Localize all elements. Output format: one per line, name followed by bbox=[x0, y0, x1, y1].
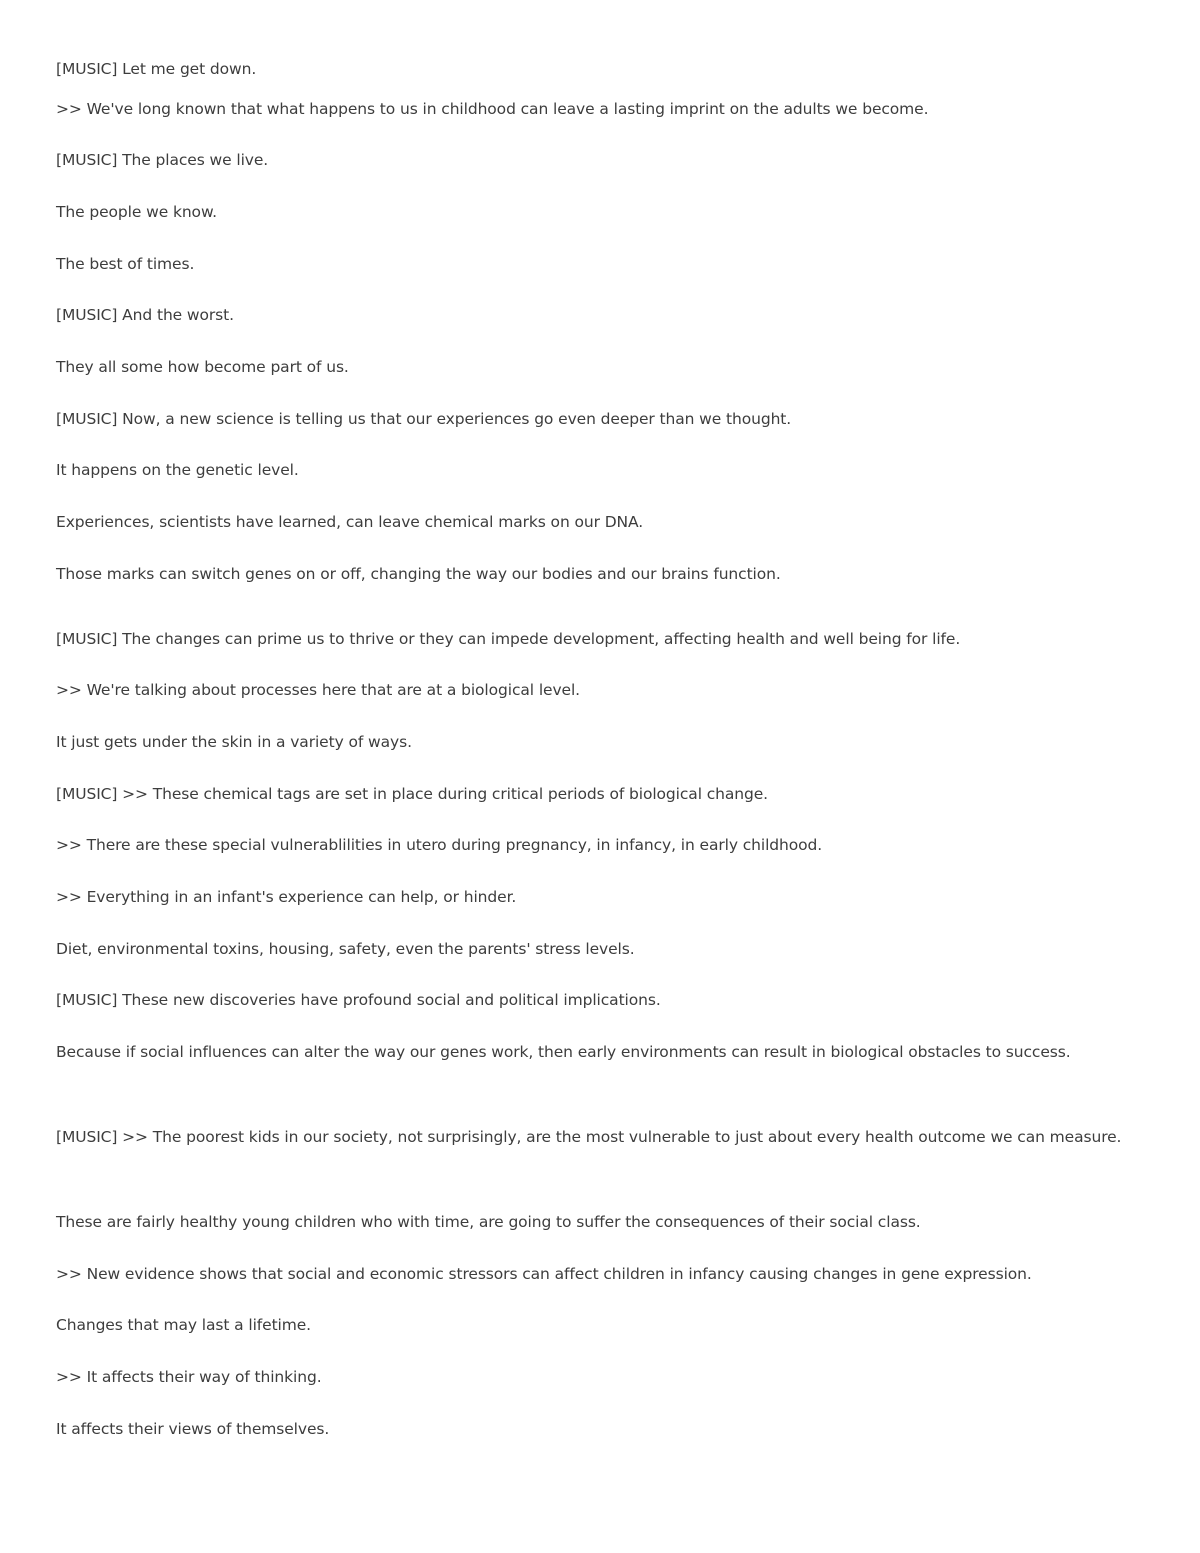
transcript-line: [MUSIC] These new discoveries have profound social and political implications. bbox=[56, 991, 661, 1009]
transcript-line: Diet, environmental toxins, housing, safety, even the parents' stress levels. bbox=[56, 940, 635, 958]
transcript-line: [MUSIC] The changes can prime us to thrive or they can impede development, affecting health and well being for life. bbox=[56, 630, 961, 648]
transcript-line: [MUSIC] And the worst. bbox=[56, 306, 234, 324]
transcript-line: [MUSIC] >> These chemical tags are set in place during critical periods of biological change. bbox=[56, 785, 768, 803]
transcript-line: >> We're talking about processes here that are at a biological level. bbox=[56, 681, 580, 699]
transcript-line: >> New evidence shows that social and economic stressors can affect children in infancy causing changes in gene expression. bbox=[56, 1265, 1032, 1283]
transcript-line: [MUSIC] Let me get down. bbox=[56, 60, 257, 78]
transcript-line: It happens on the genetic level. bbox=[56, 461, 299, 479]
transcript-line: Experiences, scientists have learned, can leave chemical marks on our DNA. bbox=[56, 513, 644, 531]
transcript-line: The people we know. bbox=[56, 203, 217, 221]
transcript-line: It affects their views of themselves. bbox=[56, 1420, 330, 1438]
transcript-line: The best of times. bbox=[56, 255, 195, 273]
transcript-line: They all some how become part of us. bbox=[56, 358, 349, 376]
transcript-line: >> Everything in an infant's experience can help, or hinder. bbox=[56, 888, 517, 906]
transcript-line: Those marks can switch genes on or off, changing the way our bodies and our brains function. bbox=[56, 565, 781, 583]
transcript-line: Changes that may last a lifetime. bbox=[56, 1316, 312, 1334]
transcript-line: [MUSIC] The places we live. bbox=[56, 151, 269, 169]
transcript-line: Because if social influences can alter the way our genes work, then early environments can result in biological obstacles to success. bbox=[56, 1043, 1071, 1061]
transcript-line: >> We've long known that what happens to us in childhood can leave a lasting imprint on the adults we become. bbox=[56, 100, 929, 118]
transcript-line: >> It affects their way of thinking. bbox=[56, 1368, 322, 1386]
transcript-line: >> There are these special vulnerablilities in utero during pregnancy, in infancy, in early childhood. bbox=[56, 836, 823, 854]
transcript-line: [MUSIC] Now, a new science is telling us that our experiences go even deeper than we thought. bbox=[56, 410, 792, 428]
transcript-line: It just gets under the skin in a variety of ways. bbox=[56, 733, 412, 751]
transcript-line: These are fairly healthy young children who with time, are going to suffer the consequences of their social class. bbox=[56, 1213, 921, 1231]
transcript-line: [MUSIC] >> The poorest kids in our society, not surprisingly, are the most vulnerable to just about every health outcome we can measure. bbox=[56, 1128, 1122, 1146]
